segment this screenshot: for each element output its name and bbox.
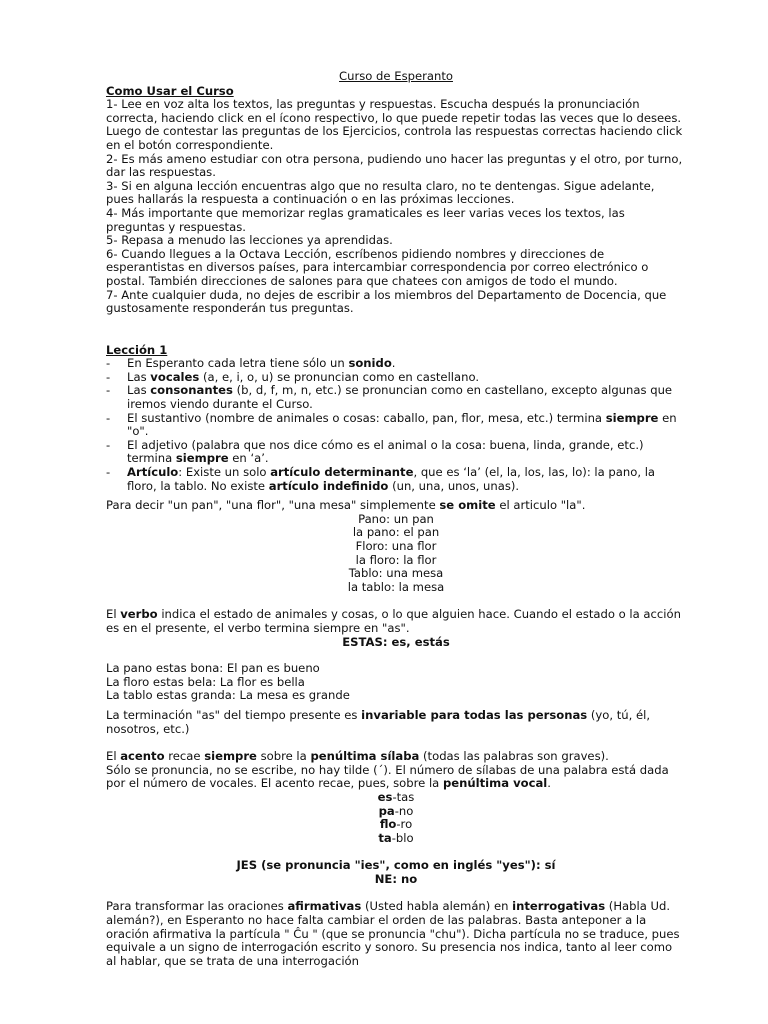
syllable-line	[106, 818, 686, 832]
bullet-item-consonantes	[106, 384, 686, 411]
example-line: Tablo: una mesa	[348, 566, 444, 581]
bold-run: consonantes	[150, 383, 233, 398]
text-run: Para transformar las oraciones	[106, 899, 288, 914]
text-run: La terminación "as" del tiempo presente es	[106, 707, 362, 722]
example-line: Pano: un pan	[358, 511, 434, 526]
text-run: el articulo "la".	[495, 498, 586, 513]
stressed-syllable: es	[377, 789, 393, 804]
example-line: la tablo: la mesa	[347, 579, 445, 594]
bold-run: artículo indefinido	[268, 478, 389, 493]
text-run: indica el estado de animales y cosas, o lo que alguien hace. Cuando el estado o la acción es en el presente, el verbo termina siempre en "as".	[106, 607, 681, 635]
text-run: recae	[164, 749, 205, 764]
bold-run: sonido	[348, 356, 392, 371]
text-run: -blo	[391, 830, 414, 845]
text-run: .	[391, 356, 396, 371]
text-run: -ro	[396, 817, 413, 832]
text-run: (todas las palabras son graves).	[419, 749, 609, 764]
instruction-item-6: 6- Cuando llegues a la Octava Lección, escríbenos pidiendo nombres y direcciones de esperantistas en diversos países, para intercambiar correspondencia por correo electrónico o postal. También direcciones de salones para que chatees con amigos de todo el mundo.	[106, 246, 649, 288]
text-run: (a, e, i, o, u) se pronuncian como en castellano.	[199, 369, 480, 384]
text-run: El	[106, 607, 121, 622]
syllable-line	[106, 805, 686, 819]
example-line: la pano: el pan	[352, 525, 440, 540]
text-run: -tas	[392, 789, 415, 804]
bold-run: artículo determinante	[270, 465, 414, 480]
lesson-bullet-list	[106, 357, 686, 493]
instruction-item-1: 1- Lee en voz alta los textos, las preguntas y respuestas. Escucha después la pronunciación correcta, haciendo click en el ícono respectivo, lo que puede repetir todas las veces que lo desees. Luego de contestar las preguntas de los Ejercicios, controla las respuestas correctas haciendo click en el botón correspondiente.	[106, 97, 683, 152]
bold-run: siempre	[204, 749, 257, 764]
bold-run: afirmativas	[287, 899, 362, 914]
dash-bullet: -	[106, 369, 111, 384]
text-run: .	[547, 776, 551, 791]
accent-paragraph	[106, 750, 686, 791]
verb-paragraph	[106, 608, 686, 635]
bold-run: acento	[120, 749, 165, 764]
ne-line: NE: no	[374, 871, 418, 886]
termination-paragraph	[106, 709, 686, 736]
syllable-examples	[106, 791, 686, 845]
text-run: Las	[127, 369, 151, 384]
bold-run: interrogativas	[512, 899, 606, 914]
document-title: Curso de Esperanto	[339, 69, 453, 83]
bold-run: Artículo	[127, 465, 179, 480]
instructions-list	[106, 98, 686, 316]
text-run: sobre la	[256, 749, 311, 764]
text-run: , que es ‘la’ (el, la, los, las, lo): la pano, la floro, la tablo. No existe	[127, 465, 656, 493]
jes-line: JES (se pronuncia "ies", como en inglés "yes"): sí	[236, 858, 556, 873]
text-run: En Esperanto cada letra tiene sólo un	[127, 356, 349, 371]
dash-bullet: -	[106, 410, 111, 425]
sentence-line: La floro estas bela: La flor es bella	[106, 674, 305, 689]
bullet-item-adjetivo	[106, 439, 686, 466]
text-run: (Usted habla alemán) en	[361, 899, 513, 914]
text-run: Las	[127, 383, 151, 398]
bold-run: verbo	[120, 607, 158, 622]
dash-bullet: -	[106, 383, 111, 398]
dash-bullet: -	[106, 437, 111, 452]
instruction-item-2: 2- Es más ameno estudiar con otra persona, pudiendo uno hacer las preguntas y el otro, por turno, dar las respuestas.	[106, 151, 683, 180]
stressed-syllable: flo	[379, 817, 397, 832]
text-run: en ‘a’.	[228, 451, 269, 466]
document-content	[106, 70, 686, 968]
instruction-item-3: 3- Si en alguna lección encuentras algo que no resulta claro, no te dentengas. Sigue adelante, pues hallarás la respuesta a continuación o en las próximas lecciones.	[106, 178, 655, 207]
article-examples	[106, 513, 686, 595]
bullet-item-sonido	[106, 357, 686, 371]
transform-paragraph	[106, 900, 686, 968]
syllable-line	[106, 791, 686, 805]
sentence-line: La pano estas bona: El pan es bueno	[106, 661, 320, 676]
bullet-item-vocales	[106, 371, 686, 385]
omit-article-paragraph	[106, 499, 686, 513]
example-line: la floro: la flor	[355, 552, 437, 567]
sentence-line: La tablo estas granda: La mesa es grande	[106, 688, 350, 703]
bold-run: se omite	[439, 498, 496, 513]
text-run: Sólo se pronuncia, no se escribe, no hay tilde (´). El número de sílabas de una palabra está dada por el número de vocales. El acento recae, pues, sobre la	[106, 762, 669, 791]
text-run: Para decir "un pan", "una flor", "una mesa" simplemente	[106, 498, 440, 513]
text-run: (b, d, f, m, n, etc.) se pronuncian como en castellano, excepto algunas que iremos viendo durante el Curso.	[127, 383, 673, 412]
section-heading-como-usar: Como Usar el Curso	[106, 83, 234, 98]
stressed-syllable: ta	[378, 830, 392, 845]
dash-bullet: -	[106, 356, 111, 371]
text-run: El sustantivo (nombre de animales o cosas: caballo, pan, flor, mesa, etc.) termina	[127, 410, 606, 425]
bullet-item-articulo	[106, 466, 686, 493]
stressed-syllable: pa	[378, 803, 395, 818]
section-heading-leccion-1: Lección 1	[106, 342, 168, 357]
text-run: (Habla Ud. alemán?), en Esperanto no hace falta cambiar el orden de las palabras. Basta anteponer a la oración afirmativa la partícula " Ĉu " (que se pronuncia "chu"). Dicha partícula no se traduce, pues equivale a un signo de interrogación escrito y sonoro. Su presencia nos indica, tanto al leer como al hablar, que se trata de una interrogación	[106, 899, 680, 968]
bold-run: penúltima vocal	[442, 776, 548, 791]
text-run: (un, una, unos, unas).	[388, 478, 520, 493]
example-line: Floro: una flor	[355, 539, 437, 553]
bold-run: siempre	[175, 451, 229, 466]
bold-run: penúltima sílaba	[310, 749, 420, 764]
bold-run: siempre	[605, 410, 659, 425]
bold-run: vocales	[150, 369, 200, 384]
instruction-item-4: 4- Más importante que memorizar reglas gramaticales es leer varias veces los textos, las preguntas y respuestas.	[106, 205, 625, 234]
bold-run: invariable para todas las personas	[361, 707, 588, 722]
text-run: El adjetivo (palabra que nos dice cómo es el animal o la cosa: buena, linda, grande, etc.) termina	[127, 437, 644, 466]
instruction-item-7: 7- Ante cualquier duda, no dejes de escribir a los miembros del Departamento de Docencia, que gustosamente responderán tus preguntas.	[106, 287, 667, 316]
text-run: El	[106, 749, 121, 764]
bullet-item-sustantivo	[106, 412, 686, 439]
text-run: (yo, tú, él, nosotros, etc.)	[106, 707, 651, 736]
text-run: -no	[394, 803, 414, 818]
estas-heading: ESTAS: es, estás	[342, 634, 450, 649]
text-run: : Existe un solo	[178, 465, 271, 480]
syllable-line	[106, 832, 686, 846]
dash-bullet: -	[106, 465, 111, 480]
instruction-item-5: 5- Repasa a menudo las lecciones ya aprendidas.	[106, 233, 393, 248]
text-run: en "o".	[127, 410, 677, 439]
